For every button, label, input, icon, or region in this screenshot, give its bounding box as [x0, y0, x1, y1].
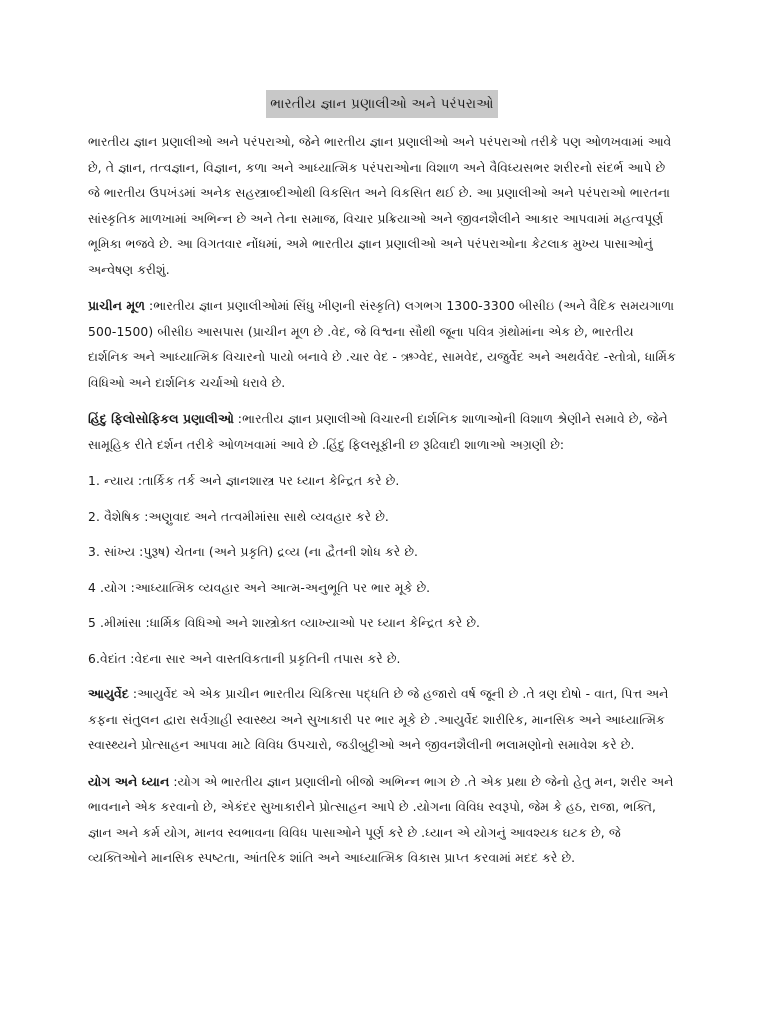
school-item-vedanta: 6.વેદાંત :વેદના સાર અને વાસ્તવિકતાની પ્રકૃતિની તપાસ કરે છે.	[88, 651, 401, 666]
ancient-roots-paragraph	[88, 294, 676, 396]
school-item-vaisheshika: 2. વૈશેષિક :અણુવાદ અને તત્વમીમાંસા સાથે વ્યવહાર કરે છે.	[88, 509, 389, 524]
ayurveda-text: :આયુર્વેદ એ એક પ્રાચીન ભારતીય ચિકિત્સા પદ્ધતિ છે જે હજારો વર્ષ જૂની છે .તે ત્રણ દોષો - વાત, પિત્ત અને કફના સંતુલન દ્વારા સર્વગ્રાહી સ્વાસ્થ્ય અને સુખાકારી પર ભાર મૂકે છે .આયુર્વેદ શારીરિક, માનસિક અને આધ્યાત્મિક સ્વાસ્થ્યને પ્રોત્સાહન આપવા માટે વિવિધ ઉપચારો, જડીબુટ્ટીઓ અને જીવનશૈલીની ભલામણોનો સમાવેશ કરે છે.	[88, 687, 669, 752]
school-item-nyaya: 1. ન્યાય :તાર્કિક તર્ક અને જ્ઞાનશાસ્ત્ર પર ધ્યાન કેન્દ્રિત કરે છે.	[88, 474, 400, 488]
philosophy-heading: હિંદુ ફિલોસોફિકલ પ્રણાલીઓ	[88, 412, 234, 426]
school-item-mimamsa: 5 .મીમાંસા :ધાર્મિક વિધિઓ અને શાસ્ત્રોક્ત વ્યાખ્યાઓ પર ધ્યાન કેન્દ્રિત કરે છે.	[88, 616, 481, 630]
yoga-meditation-paragraph	[88, 770, 676, 872]
title-container	[88, 90, 676, 118]
ancient-roots-heading: પ્રાચીન મૂળ	[88, 299, 145, 313]
yoga-meditation-heading: યોગ અને ધ્યાન	[88, 774, 170, 789]
philosophy-paragraph	[88, 407, 676, 458]
intro-paragraph: ભારતીય જ્ઞાન પ્રણાલીઓ અને પરંપરાઓ, જેને ભારતીય જ્ઞાન પ્રણાલીઓ અને પરંપરાઓ તરીકે પણ ઓળખવામાં આવે છે, તે જ્ઞાન, તત્વજ્ઞાન, વિજ્ઞાન, કળા અને આધ્યાત્મિક પરંપરાઓના વિશાળ અને વૈવિધ્યસભર શરીરનો સંદર્ભ આપે છે જે ભારતીય ઉપખંડમાં અનેક સહસ્ત્રાબ્દીઓથી વિકસિત અને વિકસિત થઈ છે. આ પ્રણાલીઓ અને પરંપરાઓ ભારતના સાંસ્કૃતિક માળખામાં અભિન્ન છે અને તેના સમાજ, વિચાર પ્રક્રિયાઓ અને જીવનશૈલીને આકાર આપવામાં મહત્વપૂર્ણ ભૂમિકા ભજવે છે. આ વિગતવાર નોંધમાં, અમે ભારતીય જ્ઞાન પ્રણાલીઓ અને પરંપરાઓના કેટલાક મુખ્ય પાસાઓનું અન્વેષણ કરીશું.	[88, 135, 672, 277]
school-item-samkhya: 3. સાંખ્ય :પુરૂષ) ચેતના (અને પ્રકૃતિ) દ્રવ્ય (ના દ્વૈતની શોધ કરે છે.	[88, 545, 419, 559]
ancient-roots-text: :ભારતીય જ્ઞાન પ્રણાલીઓમાં સિંધુ ખીણની સંસ્કૃતિ) લગભગ 1300-3300 બીસીઇ (અને વૈદિક સમયગાળા 500-1500) બીસીઇ આસપાસ (પ્રાચીન મૂળ છે .વેદ, જે વિશ્વના સૌથી જૂના પવિત્ર ગ્રંથોમાંના એક છે, ભારતીય દાર્શનિક અને આધ્યાત્મિક વિચારનો પાયો બનાવે છે .ચાર વેદ - ઋગ્વેદ, સામવેદ, યજુર્વેદ અને અથર્વવેદ -સ્તોત્રો, ધાર્મિક વિધિઓ અને દાર્શનિક ચર્ચાઓ ધરાવે છે.	[88, 299, 676, 390]
document-page	[88, 90, 676, 883]
school-item-yoga: 4 .યોગ :આધ્યાત્મિક વ્યવહાર અને આત્મ-અનુભૂતિ પર ભાર મૂકે છે.	[88, 580, 431, 595]
yoga-meditation-text: :યોગ એ ભારતીય જ્ઞાન પ્રણાલીનો બીજો અભિન્ન ભાગ છે .તે એક પ્રથા છે જેનો હેતુ મન, શરીર અને ભાવનાને એક કરવાનો છે, એકંદર સુખાકારીને પ્રોત્સાહન આપે છે .યોગના વિવિધ સ્વરૂપો, જેમ કે હઠ, રાજા, ભક્તિ, જ્ઞાન અને કર્મ યોગ, માનવ સ્વભાવના વિવિધ પાસાઓને પૂર્ણ કરે છે .ધ્યાન એ યોગનું આવશ્યક ઘટક છે, જે વ્યક્તિઓને માનસિક સ્પષ્ટતા, આંતરિક શાંતિ અને આધ્યાત્મિક વિકાસ પ્રાપ્ત કરવામાં મદદ કરે છે.	[88, 774, 674, 865]
ayurveda-heading: આયુર્વેદ	[88, 687, 129, 701]
philosophy-text: :ભારતીય જ્ઞાન પ્રણાલીઓ વિચારની દાર્શનિક શાળાઓની વિશાળ શ્રેણીને સમાવે છે, જેને સામૂહિક રીતે દર્શન તરીકે ઓળખવામાં આવે છે .હિંદુ ફિલસૂફીની છ રૂઢિવાદી શાળાઓ અગ્રણી છે:	[88, 412, 668, 452]
document-title: ભારતીય જ્ઞાન પ્રણાલીઓ અને પરંપરાઓ	[266, 90, 497, 118]
ayurveda-paragraph	[88, 682, 676, 759]
